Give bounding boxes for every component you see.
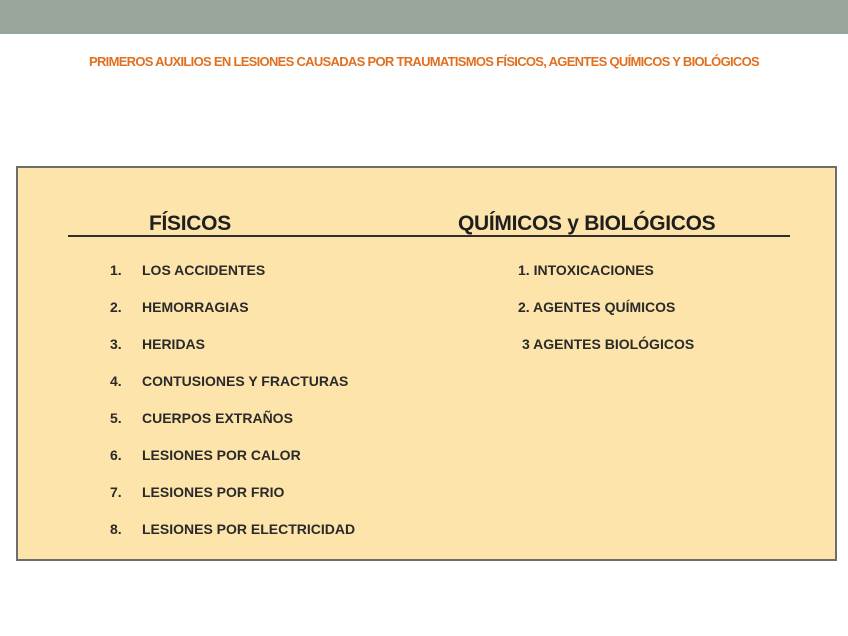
- item-label: LESIONES POR FRIO: [142, 484, 285, 500]
- item-number: 8.: [110, 521, 122, 537]
- item-label: LESIONES POR ELECTRICIDAD: [142, 521, 356, 537]
- item-number: 4.: [110, 373, 122, 389]
- list-item: 3 AGENTES BIOLÓGICOS: [522, 336, 695, 352]
- item-label: CUERPOS EXTRAÑOS: [142, 410, 293, 426]
- item-label: HEMORRAGIAS: [142, 299, 249, 315]
- list-item: 1. INTOXICACIONES: [518, 262, 654, 278]
- item-label: LESIONES POR CALOR: [142, 447, 301, 463]
- item-number: 2.: [110, 299, 122, 315]
- fisicos-heading: FÍSICOS: [149, 212, 231, 235]
- item-label: HERIDAS: [142, 336, 206, 352]
- item-number: 6.: [110, 447, 122, 463]
- top-bar: [0, 0, 848, 34]
- item-number: 1.: [110, 262, 122, 278]
- heading-underline: [68, 235, 790, 237]
- quimicos-list: [518, 262, 694, 373]
- content-panel: [16, 166, 837, 561]
- slide-title: PRIMEROS AUXILIOS EN LESIONES CAUSADAS POR TRAUMATISMOS FÍSICOS, AGENTES QUÍMICOS Y BIOLÓGICOS: [89, 54, 759, 69]
- item-label: CONTUSIONES Y FRACTURAS: [142, 373, 349, 389]
- item-number: 5.: [110, 410, 122, 426]
- item-number: 7.: [110, 484, 122, 500]
- item-label: LOS ACCIDENTES: [142, 262, 266, 278]
- list-item: 2. AGENTES QUÍMICOS: [518, 299, 676, 315]
- item-number: 3.: [110, 336, 122, 352]
- quimicos-heading: QUÍMICOS y BIOLÓGICOS: [458, 212, 716, 235]
